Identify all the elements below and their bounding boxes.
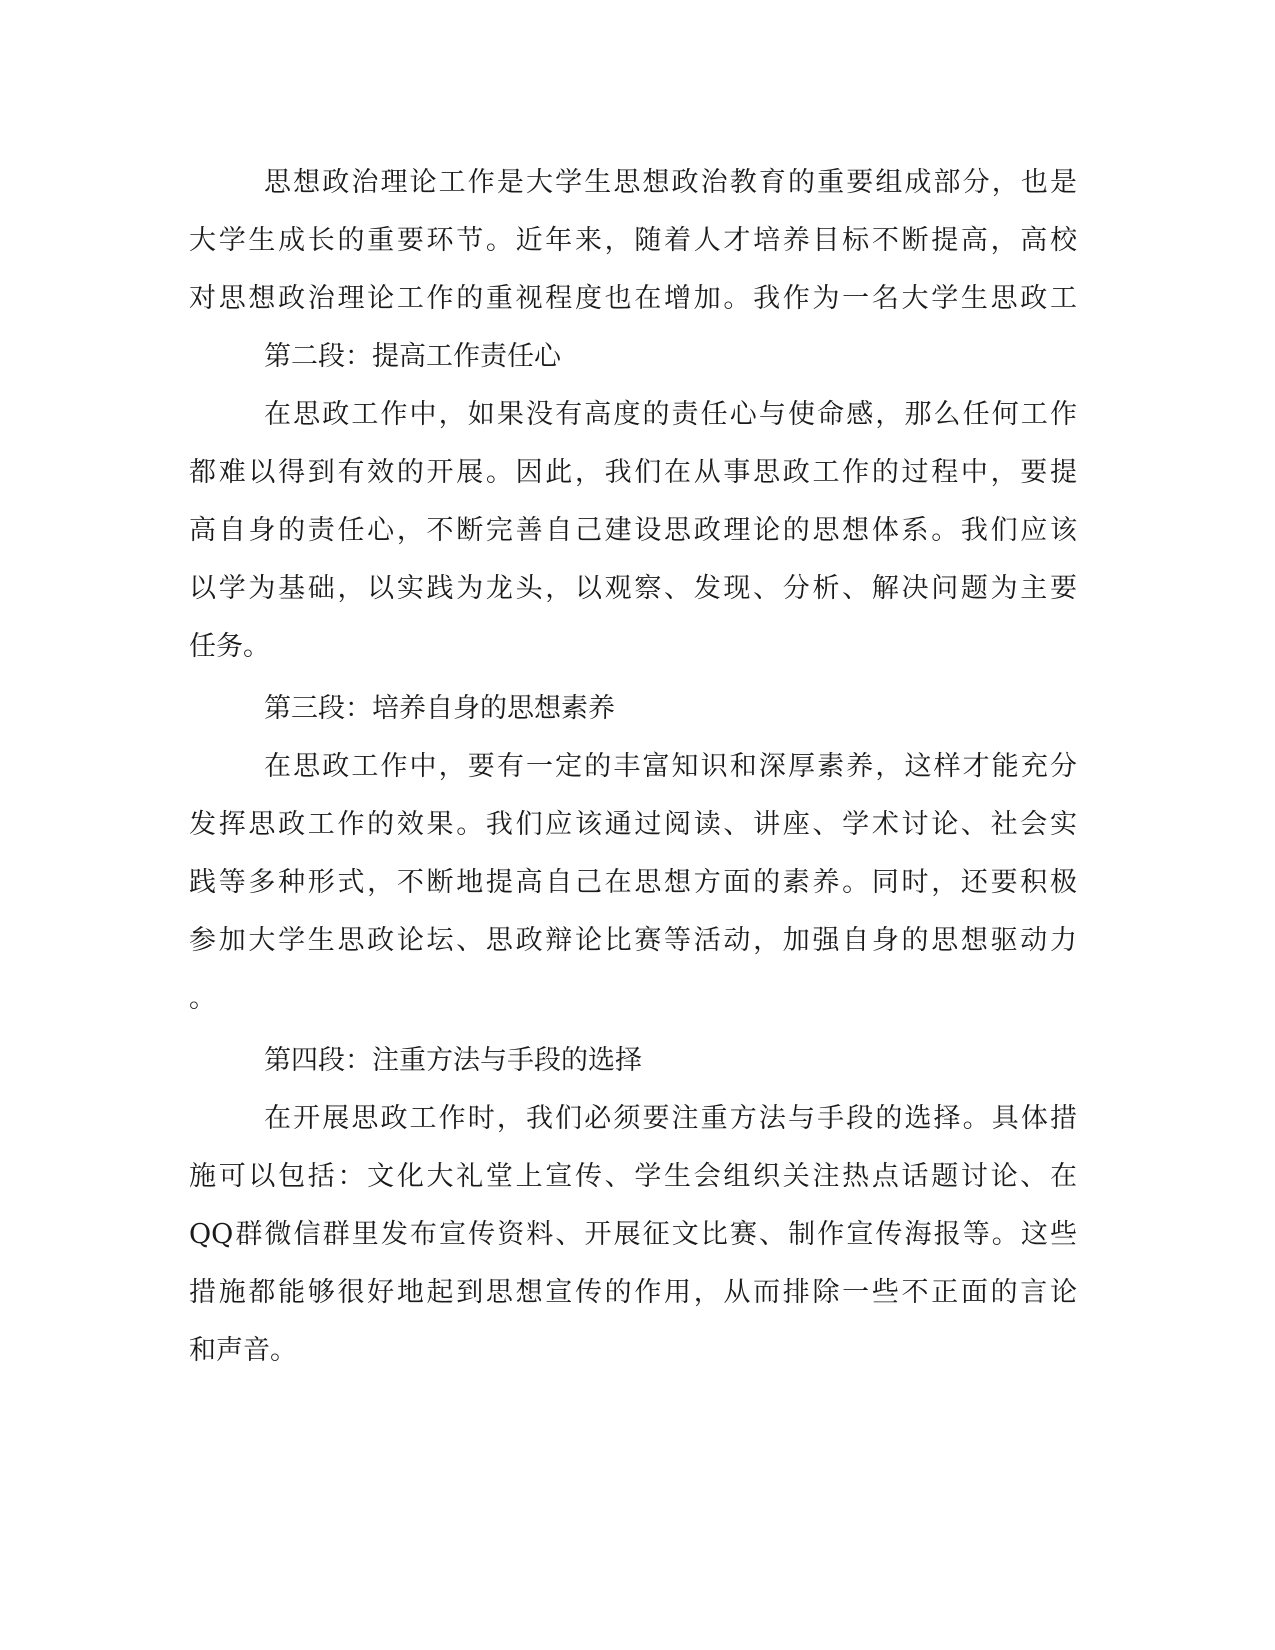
para-2-line-5: 任务。 [189,631,270,662]
para-3-line-4: 参加大学生思政论坛、思政辩论比赛等活动，加强自身的思想驱动力 [189,925,1077,956]
para-4-line-4: 措施都能够很好地起到思想宣传的作用，从而排除一些不正面的言论 [189,1277,1077,1308]
para-3-line-2: 发挥思政工作的效果。我们应该通过阅读、讲座、学术讨论、社会实 [189,809,1077,840]
section-heading-4: 第四段：注重方法与手段的选择 [264,1045,642,1076]
para-4-line-2: 施可以包括：文化大礼堂上宣传、学生会组织关注热点话题讨论、在 [189,1161,1077,1192]
para-2-line-1: 在思政工作中，如果没有高度的责任心与使命感，那么任何工作 [264,399,1077,430]
section-heading-2: 第二段：提高工作责任心 [264,341,561,372]
para-3-line-3: 践等多种形式，不断地提高自己在思想方面的素养。同时，还要积极 [189,867,1077,898]
intro-line-3: 对思想政治理论工作的重视程度也在增加。我作为一名大学生思政工 [189,283,1077,314]
para-4-line-1: 在开展思政工作时，我们必须要注重方法与手段的选择。具体措 [264,1103,1077,1134]
para-2-line-4: 以学为基础，以实践为龙头，以观察、发现、分析、解决问题为主要 [189,573,1077,604]
para-3-line-1: 在思政工作中，要有一定的丰富知识和深厚素养，这样才能充分 [264,751,1077,782]
section-heading-3: 第三段：培养自身的思想素养 [264,693,615,724]
para-4-line-5: 和声音。 [189,1335,297,1366]
para-4-line-3: QQ群微信群里发布宣传资料、开展征文比赛、制作宣传海报等。这些 [189,1219,1077,1250]
intro-line-1: 思想政治理论工作是大学生思想政治教育的重要组成部分，也是 [264,167,1077,198]
intro-line-2: 大学生成长的重要环节。近年来，随着人才培养目标不断提高，高校 [189,225,1077,256]
para-3-line-5: 。 [189,983,216,1014]
para-2-line-2: 都难以得到有效的开展。因此，我们在从事思政工作的过程中，要提 [189,457,1077,488]
para-2-line-3: 高自身的责任心，不断完善自己建设思政理论的思想体系。我们应该 [189,515,1077,546]
